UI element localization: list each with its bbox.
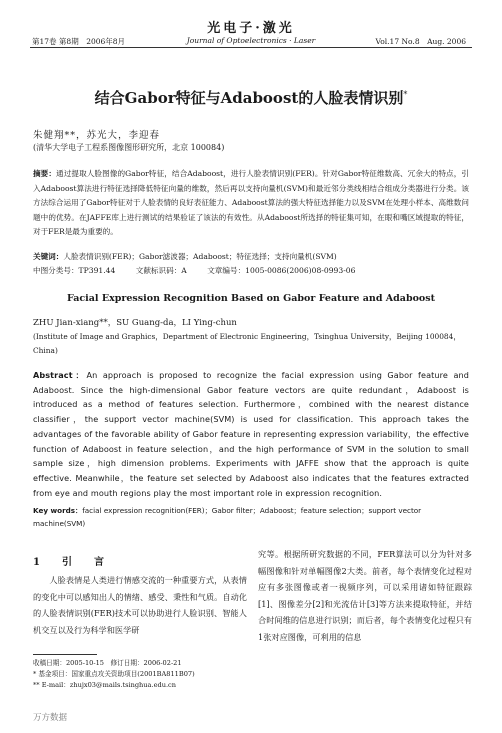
header-rule [30,47,472,48]
footnote-email: ** E-mail：zhujx03@mails.tsinghua.edu.cn [33,681,176,689]
section-heading: 1 引 言 [33,557,110,568]
abstract-cn [33,167,469,240]
journal-name-en: Journal of Optoelectronics · Laser [186,36,316,45]
authors-en: ZHU Jian-xiang**，SU Guang-da，LI Ying-chun [33,318,237,328]
body-paragraph: 究等。根据所研究数据的不同，FER算法可以分为针对多幅图像和针对单幅图像2大类。前者，每个表情变化过程对应有多张图像或者一视频序列，可以采用诸如特征跟踪[1]、图像差分[2]和光流估计[3]等方法来提取特征，并结合时间维的信息进行识别；而后者，每个表情变化过程只有1张对应图像，可利用的信息 [258,549,472,642]
keywords-label-cn: 关键词： [33,252,64,261]
classification-line [33,265,469,276]
journal-name: 光电子·激光 [207,21,295,36]
body-column-right [258,546,472,645]
affiliation-en: (Institute of Image and Graphics，Department of Electronic Engineering，Tsinghua University，Beijing 100084，China) [33,332,461,355]
abstract-en [33,368,469,500]
footnote-rule [33,654,97,655]
keywords-cn [33,251,469,262]
abstract-label-en: Abstract： [33,370,87,380]
issue-info-cn: 第17卷 第8期 2006年8月 [32,37,126,46]
abstract-label-cn: 摘要： [33,169,57,178]
footnote-fund: * 基金项目：国家重点攻关资助项目(2001BA811B07) [33,670,195,678]
keywords-text-cn: 人脸表情识别(FER)；Gabor滤波器；Adaboost；特征选择；支持向量机(SVM) [63,252,337,261]
keywords-text-en: facial expression recognition(FER)；Gabor filter；Adaboost；feature selection；support vector machine(SVM) [33,506,422,528]
title-text: 结合Gabor特征与Adaboost的人脸表情识别 [94,89,404,107]
footnotes [33,658,195,691]
body-column-left [33,572,247,638]
authors-cn: 朱健翔**，苏光大，李迎春 [33,130,161,141]
keywords-en [33,504,469,530]
affiliation-cn: (清华大学电子工程系图像图形研究所，北京 100084) [33,143,225,152]
footnote-dates: 收稿日期：2005-10-15 修订日期：2006-02-21 [33,659,182,667]
abstract-text-cn: 通过提取人脸图像的Gabor特征，结合Adaboost，进行人脸表情识别(FER)。针对Gabor特征维数高、冗余大的特点，引入Adaboost算法进行特征选择降低特征向量的维数，然后再以支持向量机(SVM)和最近邻分类线相结合组成分类器进行分类。该方法综合运用了Gabor特征对于人脸表情的良好表征能力、Adaboost算法的强大特征选择能力以及SVM在处理小样本、高维数问题中的优势。在JAFFE库上进行测试的结果验证了该法的有效性。从Adaboost所选择的特征集可知，在眼和嘴区域提取的特征，对于FER是最为重要的。 [33,169,470,237]
watermark: 万方数据 [33,713,68,723]
title-footnote-mark: * [403,90,408,99]
article-number: 文章编号：1005-0086(2006)08-0993-06 [207,266,356,275]
document-code: 文献标识码：A [135,266,187,275]
paper-title-en: Facial Expression Recognition Based on Gabor Feature and Adaboost [66,293,435,304]
class-number: 中图分类号：TP391.44 [33,266,116,275]
issue-info-en: Vol.17 No.8 Aug. 2006 [375,37,466,46]
body-paragraph: 人脸表情是人类进行情感交流的一种重要方式，从表情的变化中可以感知出人的情绪、感受、秉性和气质。自动化的人脸表情识别(FER)技术可以协助进行人脸识别、智能人机交互以及行为科学和医学研 [33,575,247,635]
paper-title-cn [0,87,502,108]
abstract-text-en: An approach is proposed to recognize the facial expression using Gabor feature and Adaboost. Since the high-dimensional Gabor feature vectors are quite redundant，Adaboost is introduced as a method of features selection. Furthermore，combined with the nearest distance classifier，the support vector machine(SVM) is used for classification. This approach takes the advantages of the favorable ability of Gabor feature in representing expression variability，the effective function of Adaboost in feature selection，and the high performance of SVM in the solution to small sample size，high dimension problems. Experiments with JAFFE show that the approach is quite effective. Meanwhile，the feature set selected by Adaboost also indicates that the features extracted from eye and mouth regions play the most important role in expression recognition. [33,370,469,498]
keywords-label-en: Key words： [33,506,83,515]
